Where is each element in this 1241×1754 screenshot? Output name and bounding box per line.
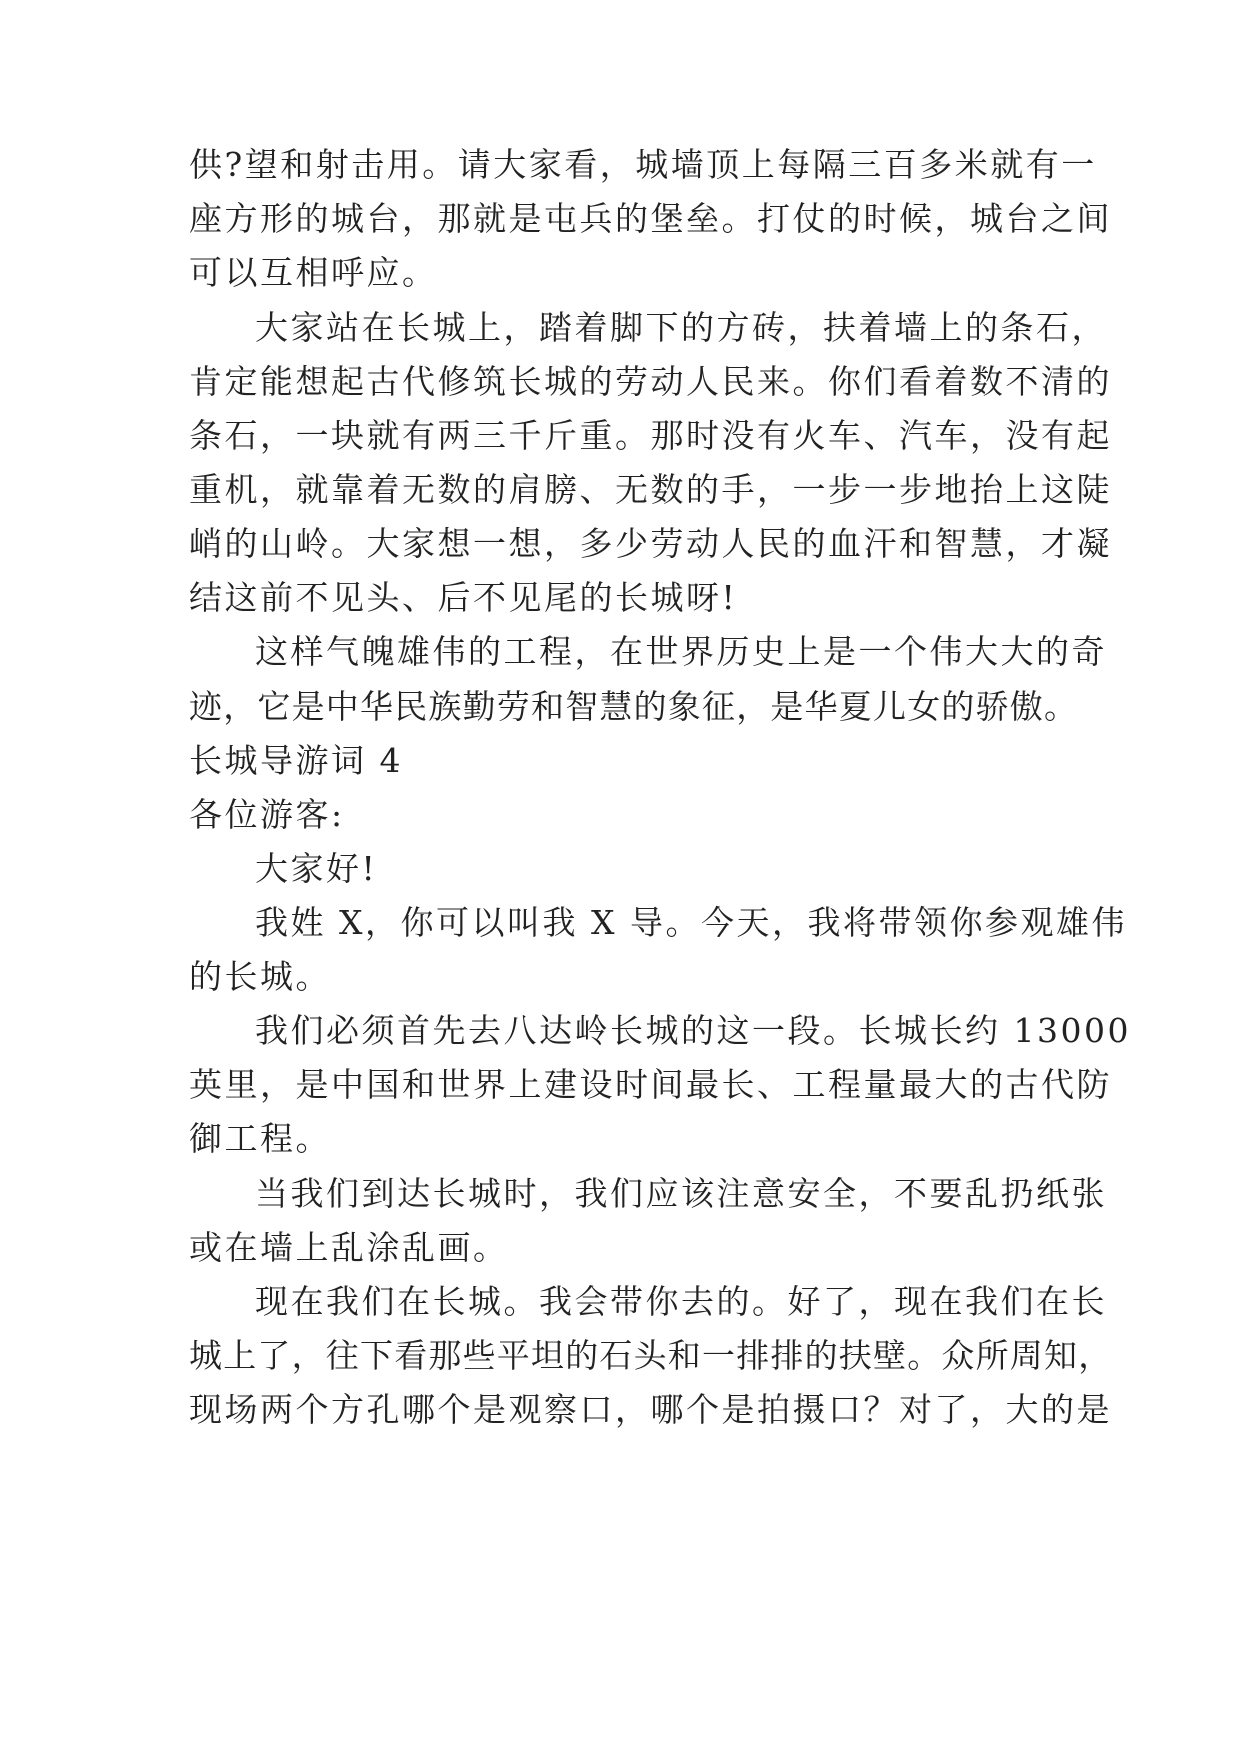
greeting-line: 各位游客: (189, 795, 345, 834)
body-text-line: 峭的山岭。大家想一想，多少劳动人民的血汗和智慧，才凝 (189, 524, 1112, 563)
body-text-line: 城上了，往下看那些平坦的石头和一排排的扶壁。众所周知， (189, 1336, 1113, 1375)
body-text-line: 或在墙上乱涂乱画。 (189, 1228, 509, 1267)
body-text-line: 迹，它是中华民族勤劳和智慧的象征，是华夏儿女的骄傲。 (189, 687, 1079, 726)
paragraph-first-line: 现在我们在长城。我会带你去的。好了，现在我们在长 (255, 1282, 1107, 1321)
paragraph-first-line: 大家站在长城上，踏着脚下的方砖，扶着墙上的条石， (255, 308, 1107, 347)
paragraph-first-line: 大家好! (255, 849, 378, 888)
body-text-line: 重机，就靠着无数的肩膀、无数的手，一步一步地抬上这陡 (189, 470, 1112, 509)
body-text-line: 现场两个方孔哪个是观察口，哪个是拍摄口？对了，大的是 (189, 1390, 1112, 1429)
body-text-line: 座方形的城台，那就是屯兵的堡垒。打仗的时候，城台之间 (189, 199, 1112, 238)
body-text-line: 英里，是中国和世界上建设时间最长、工程量最大的古代防 (189, 1065, 1112, 1104)
paragraph-first-line: 我们必须首先去八达岭长城的这一段。长城长约 13000 (255, 1011, 1131, 1050)
body-text-line: 的长城。 (189, 957, 331, 996)
paragraph-first-line: 当我们到达长城时，我们应该注意安全，不要乱扔纸张 (255, 1174, 1107, 1213)
body-text-line: 可以互相呼应。 (189, 253, 438, 292)
body-text-line: 供?望和射击用。请大家看，城墙顶上每隔三百多米就有一 (189, 145, 1097, 184)
body-text-line: 条石，一块就有两三千斤重。那时没有火车、汽车，没有起 (189, 416, 1112, 455)
body-text-line: 肯定能想起古代修筑长城的劳动人民来。你们看着数不清的 (189, 362, 1112, 401)
section-heading: 长城导游词 4 (189, 741, 403, 780)
paragraph-first-line: 这样气魄雄伟的工程，在世界历史上是一个伟大大的奇 (255, 632, 1107, 671)
body-text-line: 御工程。 (189, 1119, 331, 1158)
body-text-line: 结这前不见头、后不见尾的长城呀! (189, 578, 738, 617)
paragraph-first-line: 我姓 X，你可以叫我 X 导。今天，我将带领你参观雄伟 (255, 903, 1127, 942)
